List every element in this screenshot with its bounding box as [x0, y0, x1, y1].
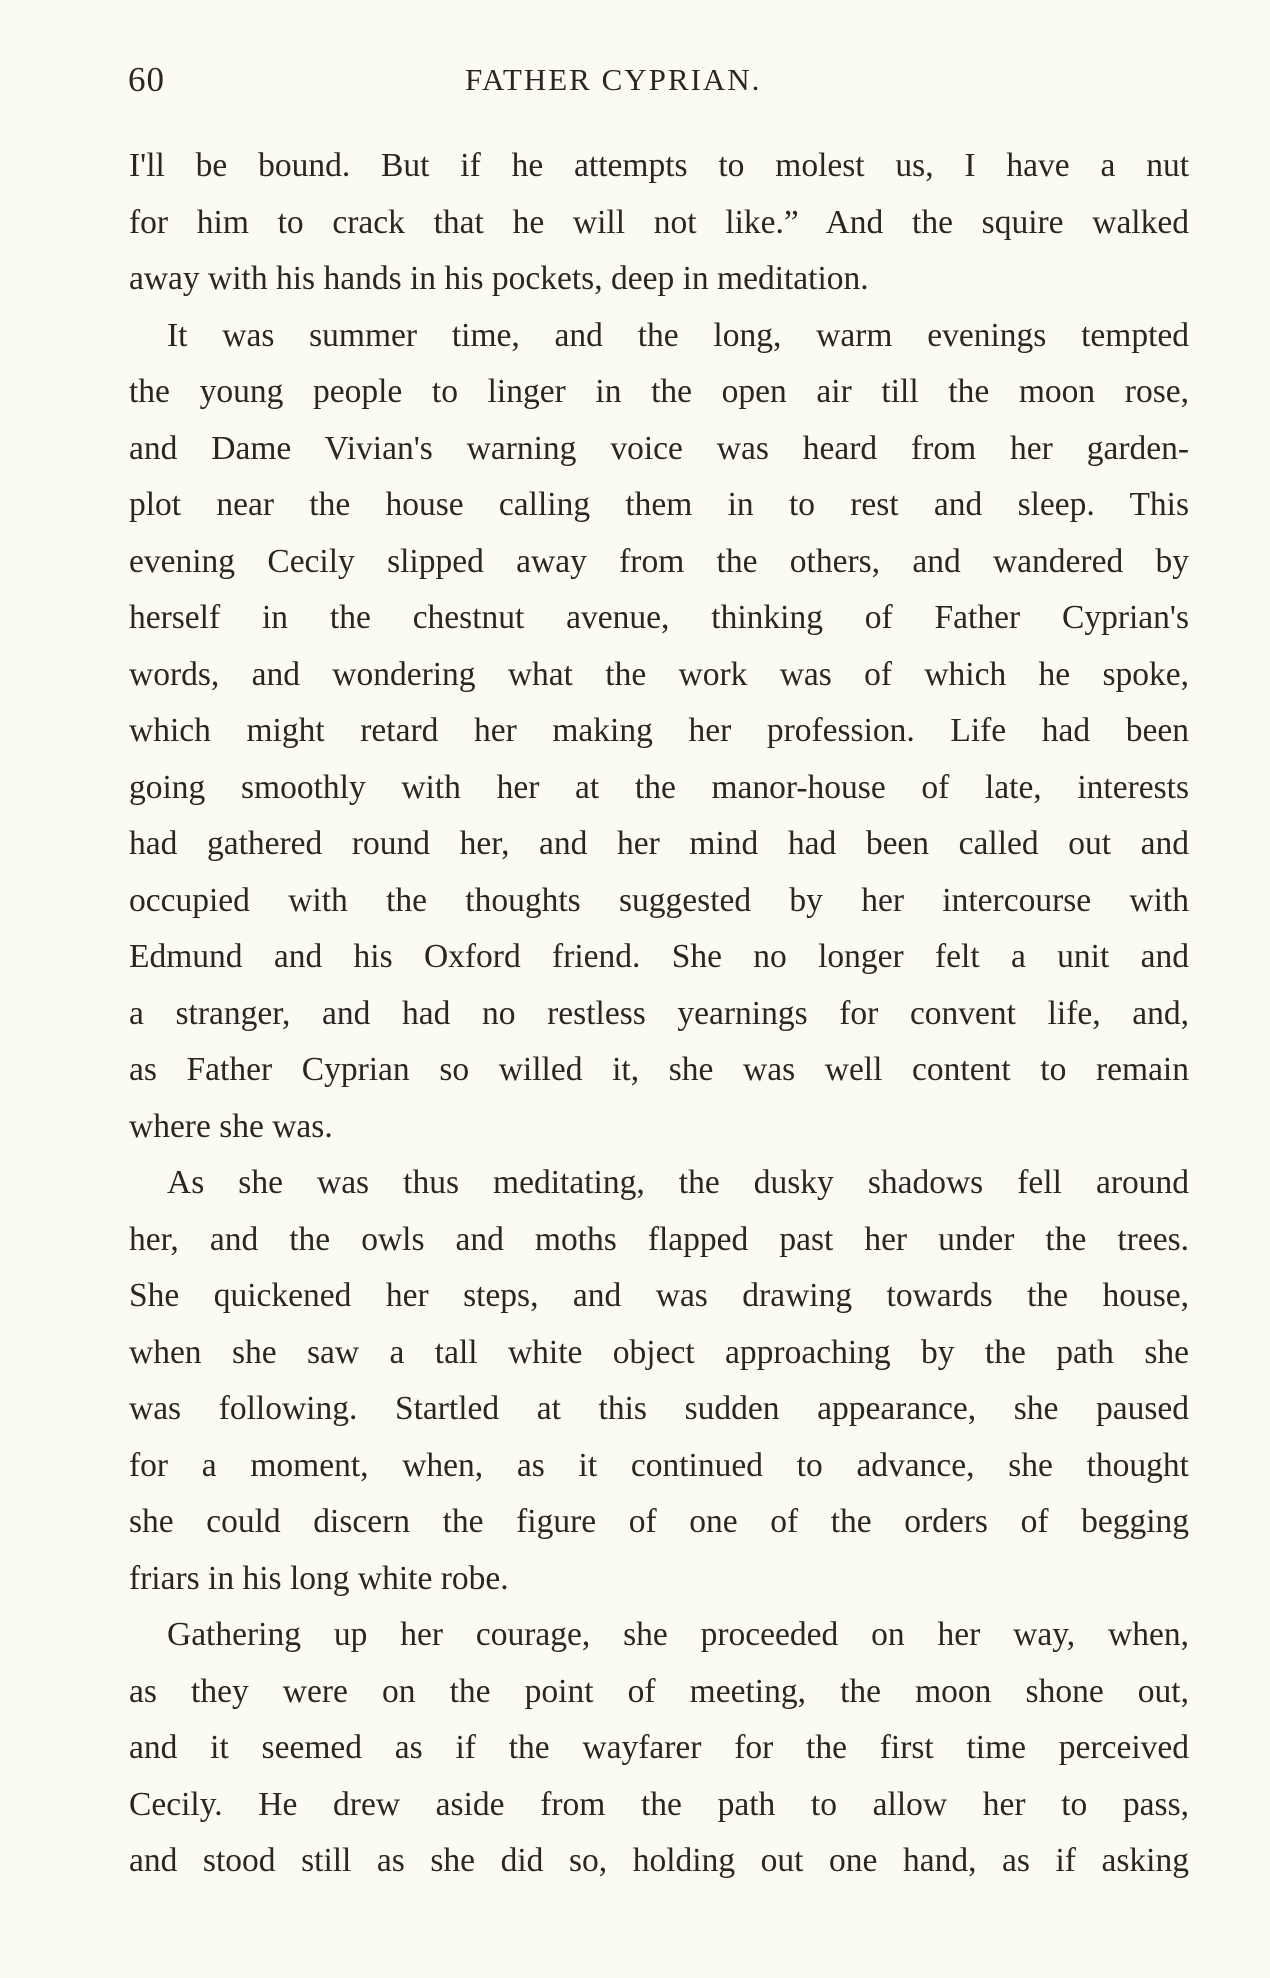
- text-line: for him to crack that he will not like.” And the squire walked: [129, 203, 1189, 241]
- body-text: [129, 138, 1189, 1890]
- text-line: she could discern the figure of one of the orders of begging: [129, 1503, 1189, 1540]
- text-line: words, and wondering what the work was of which he spoke,: [129, 655, 1189, 693]
- text-line: which might retard her making her profession. Life had been: [129, 712, 1189, 749]
- text-line: herself in the chestnut avenue, thinking of Father Cyprian's: [129, 599, 1189, 636]
- text-line: where she was.: [129, 1107, 333, 1145]
- text-line: as they were on the point of meeting, the moon shone out,: [129, 1672, 1189, 1710]
- text-line: her, and the owls and moths flapped past her under the trees.: [129, 1220, 1189, 1258]
- text-line: and Dame Vivian's warning voice was heard from her garden-: [129, 429, 1189, 467]
- text-line: It was summer time, and the long, warm evenings tempted: [167, 316, 1189, 354]
- page-number: 60: [128, 60, 165, 99]
- text-line: had gathered round her, and her mind had been called out and: [129, 825, 1189, 862]
- text-line: going smoothly with her at the manor-house of late, interests: [129, 768, 1189, 806]
- text-line: a stranger, and had no restless yearnings for convent life, and,: [129, 994, 1189, 1032]
- text-line: I'll be bound. But if he attempts to molest us, I have a nut: [129, 147, 1189, 184]
- text-line: and stood still as she did so, holding out one hand, as if asking: [129, 1842, 1189, 1879]
- text-line: the young people to linger in the open air till the moon rose,: [129, 373, 1189, 410]
- text-line: friars in his long white robe.: [129, 1559, 509, 1597]
- text-line: As she was thus meditating, the dusky shadows fell around: [167, 1164, 1189, 1201]
- text-line: evening Cecily slipped away from the others, and wandered by: [129, 542, 1189, 580]
- page-header: [128, 60, 1188, 110]
- text-line: Edmund and his Oxford friend. She no longer felt a unit and: [129, 938, 1189, 975]
- text-line: and it seemed as if the wayfarer for the first time perceived: [129, 1729, 1189, 1766]
- text-line: Cecily. He drew aside from the path to allow her to pass,: [129, 1785, 1189, 1823]
- text-line: as Father Cyprian so willed it, she was well content to remain: [129, 1051, 1189, 1088]
- text-line: when she saw a tall white object approaching by the path she: [129, 1333, 1189, 1371]
- running-title: FATHER CYPRIAN.: [465, 62, 762, 97]
- text-line: for a moment, when, as it continued to advance, she thought: [129, 1446, 1189, 1484]
- text-line: Gathering up her courage, she proceeded on her way, when,: [167, 1616, 1189, 1653]
- text-line: away with his hands in his pockets, deep in meditation.: [129, 260, 869, 297]
- text-line: was following. Startled at this sudden appearance, she paused: [129, 1390, 1189, 1427]
- text-line: She quickened her steps, and was drawing towards the house,: [129, 1277, 1189, 1314]
- text-line: occupied with the thoughts suggested by her intercourse with: [129, 881, 1189, 919]
- text-line: plot near the house calling them in to rest and sleep. This: [129, 486, 1189, 523]
